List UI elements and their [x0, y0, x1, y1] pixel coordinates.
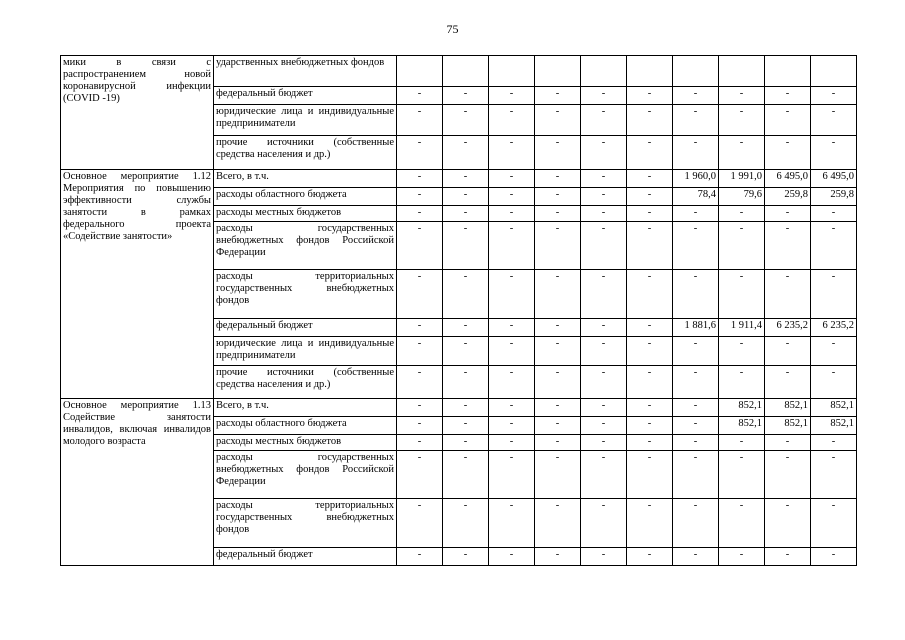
value-cell: - — [811, 105, 857, 136]
value-cell: - — [581, 366, 627, 399]
value-cell: - — [765, 206, 811, 222]
funding-source: федеральный бюджет — [214, 87, 397, 105]
value-cell: - — [811, 337, 857, 366]
value-cell: 6 495,0 — [765, 170, 811, 188]
value-cell: - — [535, 417, 581, 435]
value-cell: - — [627, 417, 673, 435]
value-cell: - — [765, 105, 811, 136]
value-cell: - — [489, 87, 535, 105]
value-cell: - — [535, 399, 581, 417]
funding-source: расходы территориальных государственных внебюджетных фондов — [214, 499, 397, 548]
funding-source: расходы государственных внебюджетных фондов Российской Федерации — [214, 451, 397, 499]
value-cell — [443, 56, 489, 87]
funding-source: федеральный бюджет — [214, 548, 397, 566]
value-cell: - — [443, 105, 489, 136]
value-cell: - — [397, 548, 443, 566]
funding-source: юридические лица и индивидуальные предприниматели — [214, 337, 397, 366]
value-cell: - — [581, 451, 627, 499]
value-cell — [397, 56, 443, 87]
value-cell: - — [811, 548, 857, 566]
value-cell — [581, 56, 627, 87]
value-cell: - — [811, 270, 857, 319]
value-cell: - — [581, 270, 627, 319]
value-cell: - — [673, 105, 719, 136]
value-cell: - — [489, 548, 535, 566]
value-cell: - — [811, 499, 857, 548]
value-cell: - — [535, 87, 581, 105]
value-cell: - — [443, 499, 489, 548]
value-cell: - — [489, 499, 535, 548]
activity-description: Основное мероприятие 1.13 Содействие занятости инвалидов, включая инвалидов молодого возраста — [61, 399, 214, 566]
funding-source: ударственных внебюджетных фондов — [214, 56, 397, 87]
value-cell: 259,8 — [811, 188, 857, 206]
value-cell: 6 495,0 — [811, 170, 857, 188]
funding-source: расходы государственных внебюджетных фондов Российской Федерации — [214, 222, 397, 270]
value-cell: - — [765, 222, 811, 270]
value-cell: - — [489, 435, 535, 451]
value-cell: - — [489, 451, 535, 499]
table-row — [61, 170, 857, 188]
value-cell: - — [535, 451, 581, 499]
value-cell: 1 881,6 — [673, 319, 719, 337]
value-cell: - — [627, 499, 673, 548]
value-cell — [627, 56, 673, 87]
value-cell — [719, 56, 765, 87]
value-cell: - — [765, 136, 811, 170]
value-cell: - — [673, 87, 719, 105]
value-cell: - — [535, 270, 581, 319]
value-cell: - — [765, 499, 811, 548]
funding-source: расходы местных бюджетов — [214, 435, 397, 451]
value-cell: - — [811, 87, 857, 105]
value-cell: - — [443, 222, 489, 270]
value-cell: - — [397, 366, 443, 399]
value-cell: - — [719, 270, 765, 319]
value-cell: 852,1 — [811, 417, 857, 435]
value-cell: - — [535, 170, 581, 188]
value-cell: 852,1 — [765, 417, 811, 435]
value-cell — [489, 56, 535, 87]
value-cell: - — [397, 87, 443, 105]
value-cell: - — [397, 105, 443, 136]
value-cell: - — [765, 366, 811, 399]
value-cell: - — [581, 337, 627, 366]
value-cell: - — [535, 206, 581, 222]
value-cell: - — [535, 435, 581, 451]
value-cell: - — [397, 399, 443, 417]
value-cell: - — [719, 451, 765, 499]
value-cell: - — [489, 417, 535, 435]
value-cell: - — [673, 399, 719, 417]
value-cell: - — [673, 136, 719, 170]
value-cell: - — [719, 206, 765, 222]
activity-description: Основное мероприятие 1.12 Мероприятия по повышению эффективности службы занятости в рамках федерального проекта «Содействие занятости» — [61, 170, 214, 399]
value-cell: - — [673, 451, 719, 499]
funding-source: федеральный бюджет — [214, 319, 397, 337]
value-cell: 259,8 — [765, 188, 811, 206]
funding-source: расходы местных бюджетов — [214, 206, 397, 222]
value-cell: - — [765, 270, 811, 319]
value-cell — [811, 56, 857, 87]
value-cell — [673, 56, 719, 87]
value-cell: - — [765, 337, 811, 366]
value-cell: - — [765, 87, 811, 105]
value-cell: - — [397, 451, 443, 499]
value-cell: - — [443, 270, 489, 319]
value-cell: - — [627, 136, 673, 170]
value-cell: 1 911,4 — [719, 319, 765, 337]
value-cell: - — [581, 206, 627, 222]
value-cell: - — [489, 319, 535, 337]
value-cell: - — [443, 319, 489, 337]
value-cell: - — [673, 366, 719, 399]
value-cell: - — [397, 136, 443, 170]
funding-source: расходы территориальных государственных внебюджетных фондов — [214, 270, 397, 319]
value-cell: - — [765, 451, 811, 499]
page-number: 75 — [446, 22, 459, 36]
value-cell: - — [581, 399, 627, 417]
funding-source: прочие источники (собственные средства населения и др.) — [214, 366, 397, 399]
budget-table — [60, 55, 857, 566]
table-row — [61, 399, 857, 417]
value-cell: - — [627, 188, 673, 206]
value-cell: - — [811, 366, 857, 399]
value-cell: 852,1 — [811, 399, 857, 417]
value-cell: - — [627, 399, 673, 417]
value-cell: - — [719, 105, 765, 136]
value-cell: 852,1 — [719, 417, 765, 435]
value-cell: - — [673, 270, 719, 319]
value-cell: - — [719, 222, 765, 270]
value-cell: - — [627, 319, 673, 337]
value-cell: - — [443, 188, 489, 206]
value-cell: - — [397, 319, 443, 337]
value-cell: - — [765, 435, 811, 451]
value-cell: - — [627, 87, 673, 105]
value-cell: - — [581, 435, 627, 451]
value-cell: 78,4 — [673, 188, 719, 206]
value-cell: - — [535, 136, 581, 170]
value-cell: - — [581, 188, 627, 206]
value-cell: - — [673, 206, 719, 222]
value-cell: 852,1 — [765, 399, 811, 417]
value-cell: - — [811, 451, 857, 499]
value-cell: - — [811, 206, 857, 222]
value-cell: - — [535, 319, 581, 337]
funding-source: юридические лица и индивидуальные предприниматели — [214, 105, 397, 136]
value-cell: - — [581, 170, 627, 188]
value-cell: - — [535, 366, 581, 399]
value-cell: - — [397, 435, 443, 451]
value-cell: - — [581, 136, 627, 170]
value-cell: - — [673, 435, 719, 451]
value-cell: - — [627, 337, 673, 366]
value-cell: 79,6 — [719, 188, 765, 206]
value-cell: - — [627, 548, 673, 566]
value-cell: - — [627, 451, 673, 499]
value-cell: - — [673, 417, 719, 435]
table-row — [61, 56, 857, 87]
value-cell: - — [489, 222, 535, 270]
funding-source: расходы областного бюджета — [214, 417, 397, 435]
value-cell: - — [811, 435, 857, 451]
value-cell: - — [489, 188, 535, 206]
value-cell: - — [581, 87, 627, 105]
value-cell: - — [581, 499, 627, 548]
value-cell: 852,1 — [719, 399, 765, 417]
value-cell: - — [397, 417, 443, 435]
value-cell: - — [489, 270, 535, 319]
value-cell: - — [443, 399, 489, 417]
value-cell — [535, 56, 581, 87]
value-cell: - — [581, 417, 627, 435]
activity-description: мики в связи с распространением новой коронавирусной инфекции (COVID -19) — [61, 56, 214, 170]
value-cell: - — [673, 548, 719, 566]
value-cell: 1 991,0 — [719, 170, 765, 188]
value-cell: - — [719, 366, 765, 399]
value-cell: - — [627, 170, 673, 188]
value-cell: - — [719, 499, 765, 548]
value-cell: - — [627, 222, 673, 270]
value-cell: - — [581, 105, 627, 136]
value-cell: - — [397, 337, 443, 366]
value-cell: - — [719, 548, 765, 566]
value-cell: - — [443, 136, 489, 170]
value-cell: - — [489, 136, 535, 170]
value-cell: - — [489, 170, 535, 188]
value-cell: - — [627, 270, 673, 319]
value-cell: - — [443, 170, 489, 188]
value-cell: - — [627, 105, 673, 136]
value-cell: - — [535, 548, 581, 566]
value-cell: - — [719, 136, 765, 170]
value-cell: - — [397, 170, 443, 188]
value-cell: - — [673, 222, 719, 270]
value-cell — [765, 56, 811, 87]
value-cell: 6 235,2 — [811, 319, 857, 337]
value-cell: - — [489, 399, 535, 417]
value-cell: - — [443, 435, 489, 451]
value-cell: - — [535, 499, 581, 548]
value-cell: - — [627, 206, 673, 222]
value-cell: - — [443, 87, 489, 105]
value-cell: - — [443, 417, 489, 435]
value-cell: - — [535, 222, 581, 270]
value-cell: - — [719, 337, 765, 366]
value-cell: - — [535, 105, 581, 136]
value-cell: - — [489, 105, 535, 136]
value-cell: 1 960,0 — [673, 170, 719, 188]
value-cell: - — [581, 548, 627, 566]
value-cell: - — [397, 222, 443, 270]
value-cell: - — [811, 136, 857, 170]
value-cell: - — [489, 206, 535, 222]
value-cell: 6 235,2 — [765, 319, 811, 337]
value-cell: - — [581, 319, 627, 337]
value-cell: - — [673, 337, 719, 366]
value-cell: - — [581, 222, 627, 270]
value-cell: - — [443, 366, 489, 399]
value-cell: - — [535, 337, 581, 366]
value-cell: - — [397, 270, 443, 319]
funding-source: Всего, в т.ч. — [214, 399, 397, 417]
value-cell: - — [673, 499, 719, 548]
funding-source: прочие источники (собственные средства населения и др.) — [214, 136, 397, 170]
value-cell: - — [535, 188, 581, 206]
value-cell: - — [489, 366, 535, 399]
value-cell: - — [443, 451, 489, 499]
value-cell: - — [627, 366, 673, 399]
value-cell: - — [397, 206, 443, 222]
value-cell: - — [719, 87, 765, 105]
value-cell: - — [765, 548, 811, 566]
value-cell: - — [719, 435, 765, 451]
value-cell: - — [443, 548, 489, 566]
funding-source: расходы областного бюджета — [214, 188, 397, 206]
value-cell: - — [397, 499, 443, 548]
value-cell: - — [397, 188, 443, 206]
value-cell: - — [443, 206, 489, 222]
value-cell: - — [627, 435, 673, 451]
funding-source: Всего, в т.ч. — [214, 170, 397, 188]
value-cell: - — [443, 337, 489, 366]
value-cell: - — [489, 337, 535, 366]
value-cell: - — [811, 222, 857, 270]
